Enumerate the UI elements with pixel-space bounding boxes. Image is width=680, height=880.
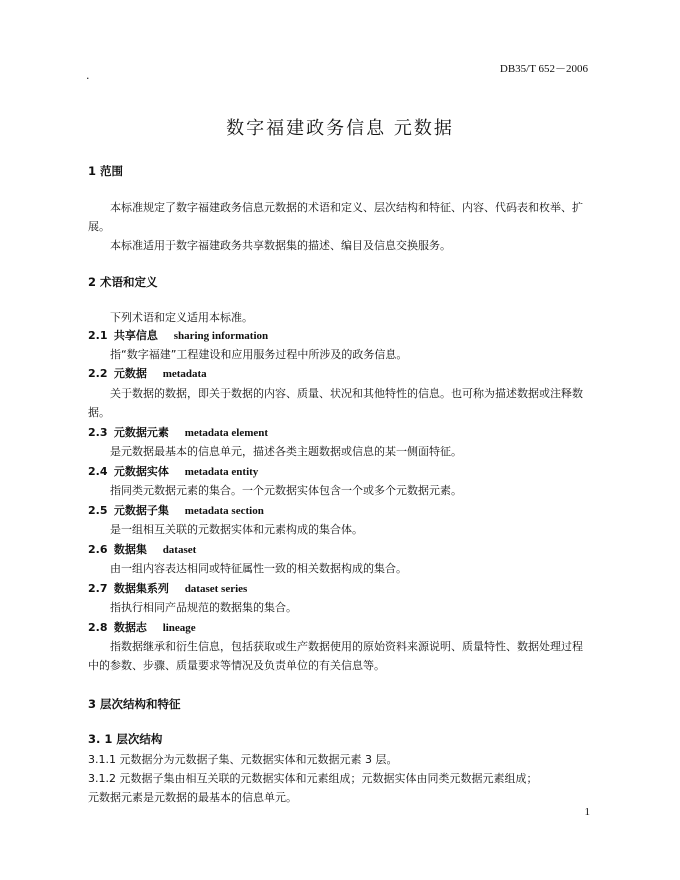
term-heading — [88, 580, 247, 596]
clause-3-1-1: 3.1.1 元数据分为元数据子集、元数据实体和元数据元素 3 层。 — [88, 753, 398, 766]
term-definition: 指执行相同产品规范的数据集的集合。 — [110, 601, 297, 614]
term-name-en: dataset series — [184, 583, 248, 595]
term-number: 2.5 — [88, 504, 108, 517]
subsection-heading: 3. 1 层次结构 — [88, 732, 163, 746]
corner-mark: . — [86, 69, 90, 82]
term-name-en: metadata element — [184, 427, 269, 439]
term-name-en: metadata — [162, 368, 207, 380]
term-number: 2.6 — [88, 543, 108, 556]
term-definition-line-1: 指数据继承和衍生信息，包括获取或生产数据使用的原始资料来源说明、质量特性、数据处理过程 — [110, 640, 583, 653]
term-name-en: lineage — [162, 622, 196, 634]
term-definition: 指“数字福建”工程建设和应用服务过程中所涉及的政务信息。 — [110, 348, 408, 361]
term-heading — [88, 365, 207, 381]
clause-3-1-2-cont: 元数据元素是元数据的最基本的信息单元。 — [88, 791, 297, 804]
term-number: 2.7 — [88, 582, 108, 595]
term-definition-line-1: 关于数据的数据，即关于数据的内容、质量、状况和其他特性的信息。也可称为描述数据或注释数 — [110, 387, 583, 400]
clause-3-1-2: 3.1.2 元数据子集由相互关联的元数据实体和元素组成；元数据实体由同类元数据元素组成； — [88, 772, 538, 785]
term-heading — [88, 463, 258, 479]
scope-paragraph-1-line-1: 本标准规定了数字福建政务信息元数据的术语和定义、层次结构和特征、内容、代码表和枚举、扩 — [110, 201, 583, 214]
term-number: 2.3 — [88, 426, 108, 439]
term-number: 2.4 — [88, 465, 108, 478]
section-heading-scope: 1 范围 — [88, 164, 124, 178]
term-name-cn: 元数据 — [113, 367, 147, 380]
standard-code: DB35/T 652－2006 — [499, 63, 588, 75]
term-name-cn: 元数据实体 — [113, 465, 169, 478]
term-heading — [88, 619, 196, 635]
term-heading — [88, 424, 268, 440]
term-name-en: dataset — [162, 544, 197, 556]
term-definition: 是元数据最基本的信息单元，描述各类主题数据或信息的某一侧面特征。 — [110, 445, 462, 458]
term-name-en: metadata entity — [184, 466, 259, 478]
term-number: 2.8 — [88, 621, 108, 634]
term-heading — [88, 327, 268, 343]
term-name-en: metadata section — [184, 505, 264, 517]
term-definition: 是一组相互关联的元数据实体和元素构成的集合体。 — [110, 523, 363, 536]
section-heading-terms: 2 术语和定义 — [88, 275, 158, 289]
term-heading — [88, 502, 264, 518]
term-name-en: sharing information — [173, 330, 269, 342]
term-name-cn: 共享信息 — [113, 329, 158, 342]
document-title: 数字福建政务信息 元数据 — [226, 118, 454, 139]
term-heading — [88, 541, 196, 557]
term-name-cn: 元数据子集 — [113, 504, 169, 517]
scope-paragraph-2: 本标准适用于数字福建政务共享数据集的描述、编目及信息交换服务。 — [110, 239, 451, 252]
section-heading-structure: 3 层次结构和特征 — [88, 697, 181, 711]
term-definition: 由一组内容表达相同或特征属性一致的相关数据构成的集合。 — [110, 562, 407, 575]
term-name-cn: 数据志 — [113, 621, 147, 634]
term-name-cn: 数据集系列 — [113, 582, 169, 595]
term-name-cn: 元数据元素 — [113, 426, 169, 439]
term-number: 2.1 — [88, 329, 108, 342]
term-name-cn: 数据集 — [113, 543, 147, 556]
page-number: 1 — [584, 806, 590, 818]
term-definition-line-2: 据。 — [88, 406, 110, 419]
term-definition-line-2: 中的参数、步骤、质量要求等情况及负责单位的有关信息等。 — [88, 659, 385, 672]
term-number: 2.2 — [88, 367, 108, 380]
term-definition: 指同类元数据元素的集合。一个元数据实体包含一个或多个元数据元素。 — [110, 484, 462, 497]
scope-paragraph-1-line-2: 展。 — [88, 220, 110, 233]
terms-intro: 下列术语和定义适用本标准。 — [110, 311, 253, 324]
